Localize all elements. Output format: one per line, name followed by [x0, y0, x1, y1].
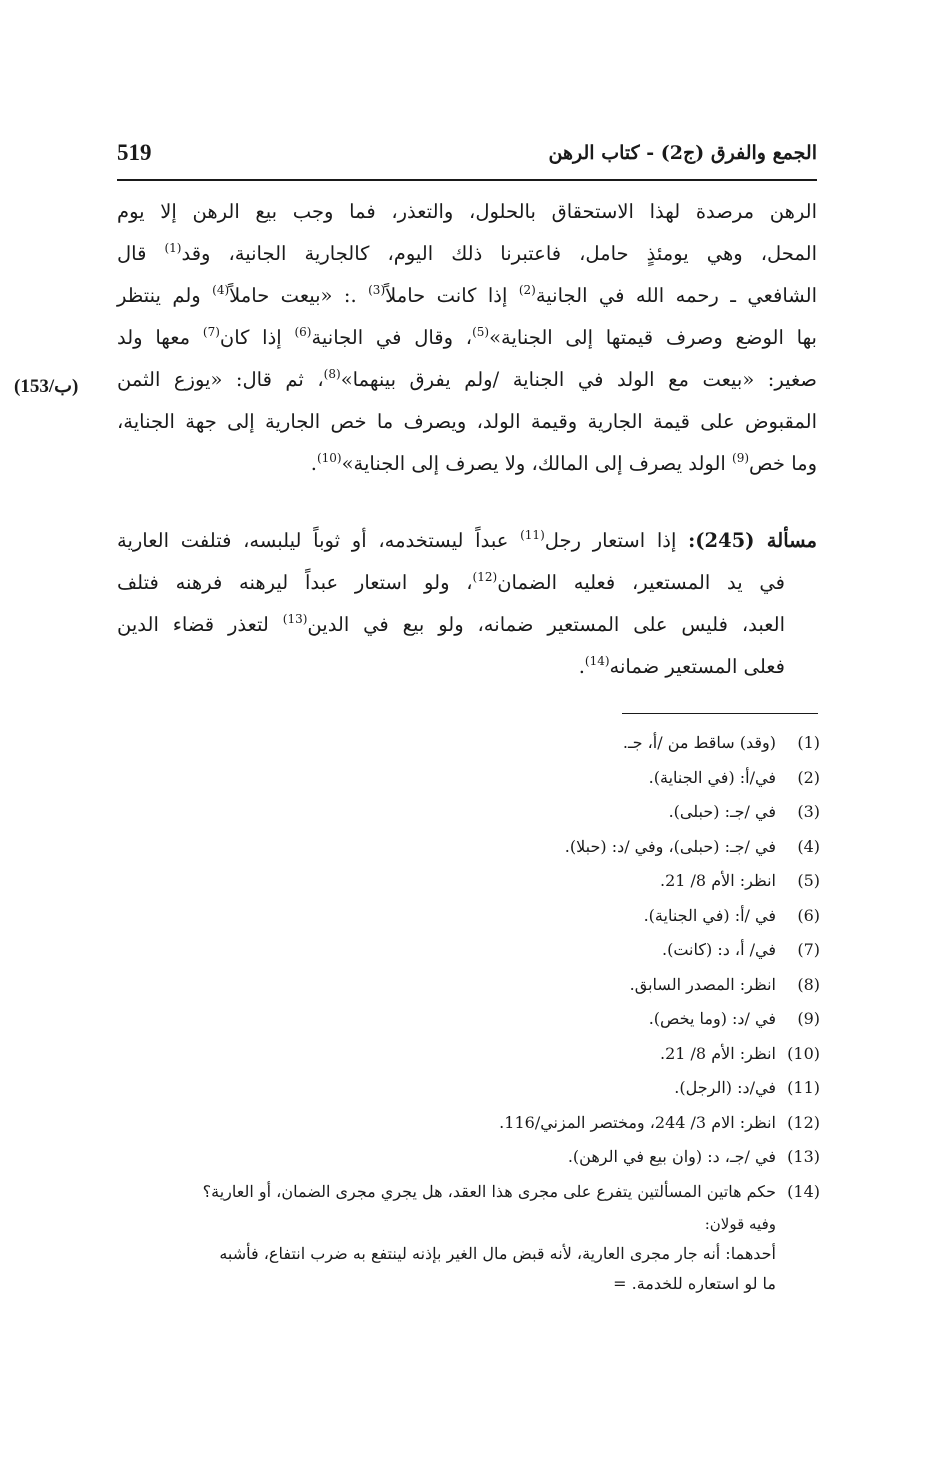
- problem-label: مسألة (245):: [688, 529, 817, 552]
- footnote-text: (وقد) ساقط من /أ، جـ.: [622, 733, 776, 752]
- text-line: المقبوض على قيمة الجارية وقيمة الولد، ويصرف ما خص الجارية إلى جهة الجناية،: [117, 410, 817, 433]
- footnote: [100, 830, 820, 865]
- page-number: 519: [117, 140, 152, 165]
- footnote-continuation: أحدهما: أنه جار مجرى العارية، لأنه قبض مال الغير بإذنه لينتفع به ضرب انتفاع، فأشبه: [219, 1244, 776, 1263]
- footnote-continuation: ما لو استعاره للخدمة. =: [613, 1274, 776, 1293]
- text-line: بها الوضع وصرف قيمتها إلى الجناية»$^{(5)}$، وقال في الجانية$^{(6)}$ إذا كان$^{(7)}$ معها ولد: [117, 325, 817, 349]
- footnote-marker: (3): [368, 283, 386, 297]
- footnote-marker: (13): [282, 612, 308, 626]
- footnote-number: (4): [797, 836, 820, 856]
- text-line: الرهن مرصدة لهذا الاستحقاق بالحلول، والتعذر، فما وجب بيع الرهن إلا يوم: [117, 200, 817, 223]
- footnote-text: انظر: الأم 8/ 21.: [659, 1043, 776, 1063]
- footnote: [100, 864, 820, 899]
- footnote: [100, 1106, 820, 1141]
- footnote: [100, 1037, 820, 1072]
- footnote-number: (3): [797, 802, 820, 821]
- footnote-number: (10): [787, 1043, 820, 1063]
- footnote-marker: (4): [212, 283, 230, 297]
- footnote-number: (8): [797, 974, 820, 994]
- footnote-number: (5): [797, 871, 820, 890]
- manuscript-folio-marker: (153/ب): [14, 376, 79, 397]
- footnote-marker: (11): [520, 528, 545, 542]
- body-paragraph: [117, 191, 817, 485]
- footnote-text: انظر: المصدر السابق.: [629, 974, 776, 994]
- footnote-marker: (7): [202, 325, 220, 339]
- footnote-text: انظر: الأم 8/ 21.: [659, 871, 776, 890]
- footnote-text: في /جـ: (حبلى).: [668, 802, 776, 821]
- text-line: صغير: «بيعت مع الولد في الجناية /ولم يفرق بينهما»$^{(8)}$، ثم قال: «يوزع الثمن: [117, 367, 817, 391]
- running-title: الجمع والفرق (ج2) - كتاب الرهن: [548, 142, 817, 164]
- footnote: [100, 899, 820, 934]
- header-rule: [117, 179, 817, 181]
- footnote-text: في/د: (الرجل).: [674, 1078, 776, 1097]
- footnote-number: (11): [787, 1078, 820, 1097]
- footnote-text: في /أ: (في الجناية).: [643, 905, 776, 925]
- footnotes: [100, 726, 820, 1299]
- footnote-continuation: وفيه قولان:: [704, 1215, 776, 1233]
- text-line: العبد، فليس على المستعير ضمانه، ولو بيع في الدين$^{(13)}$ لتعذر قضاء الدين: [117, 612, 786, 636]
- footnote-number: (14): [787, 1181, 820, 1201]
- text-line: الشافعي ـ رحمه الله في الجانية$^{(2)}$ إذا كانت حاملاً$^{(3)}$ .: «بيعت حاملاً$^{(4)}$ ولم ينتظر: [117, 283, 818, 307]
- footnote-text: في /جـ، د: (وان بيع في الرهن).: [567, 1147, 776, 1166]
- footnote: [100, 1071, 820, 1106]
- footnote-marker: (14): [584, 654, 610, 668]
- footnote-marker: (12): [472, 570, 498, 584]
- footnote-marker: (2): [518, 283, 536, 297]
- footnote-marker: (10): [316, 451, 342, 465]
- footnote-text: في /د: (وما يخص).: [648, 1009, 776, 1028]
- footnote-number: (6): [797, 905, 820, 925]
- footnote: [100, 933, 820, 968]
- footnote-text: في/أ: (في الجناية).: [648, 767, 776, 787]
- footnote-marker: (6): [294, 325, 312, 339]
- text-line: وما خص$^{(9)}$ الولد يصرف إلى المالك، ولا يصرف إلى الجناية»$^{(10)}$.: [310, 451, 817, 475]
- problem-paragraph: [117, 520, 817, 688]
- footnote-marker: (9): [732, 451, 750, 465]
- footnote-text: في /جـ: (حبلى)، وفي /د: (حبلا).: [564, 836, 776, 856]
- text-line: مسألة (245): إذا استعار رجل$^{(11)}$ عبداً ليستخدمه، أو ثوباً ليلبسه، فتلفت العارية: [117, 528, 817, 552]
- footnote: [100, 726, 820, 761]
- footnote-number: (7): [797, 940, 820, 959]
- footnote: [100, 761, 820, 796]
- footnote: [100, 1140, 820, 1175]
- footnote-text: في/ أ، د: (كانت).: [662, 940, 776, 959]
- footnote: [100, 968, 820, 1003]
- footnote: [100, 795, 820, 830]
- footnote-number: (2): [797, 767, 820, 787]
- footnote-marker: (1): [164, 241, 182, 255]
- footnote-number: (13): [787, 1147, 820, 1166]
- footnote-text: انظر: الام 3/ 244، ومختصر المزني/116.: [499, 1112, 776, 1132]
- footnote-number: (1): [797, 733, 820, 752]
- footnote-marker: (8): [323, 367, 341, 381]
- footnote: [100, 1175, 820, 1210]
- footnote-number: (9): [797, 1009, 820, 1028]
- text-line: المحل، وهي يومئذٍ حامل، فاعتبرنا ذلك اليوم، كالجارية الجانية، وقد$^{(1)}$ قال: [117, 241, 817, 265]
- footnote-separator: [622, 713, 818, 714]
- footnote-marker: (5): [472, 325, 490, 339]
- footnote: [100, 1002, 820, 1037]
- text-line: فعلى المستعير ضمانه$^{(14)}$.: [578, 654, 785, 678]
- footnote-text: حكم هاتين المسألتين يتفرع على مجرى هذا العقد، هل يجري مجرى الضمان، أو العارية؟: [202, 1181, 776, 1201]
- page-header: [117, 140, 817, 176]
- text-line: في يد المستعير، فعليه الضمان$^{(12)}$، ولو استعار عبداً ليرهنه فرهنه فتلف: [117, 570, 785, 594]
- footnote-number: (12): [787, 1112, 820, 1132]
